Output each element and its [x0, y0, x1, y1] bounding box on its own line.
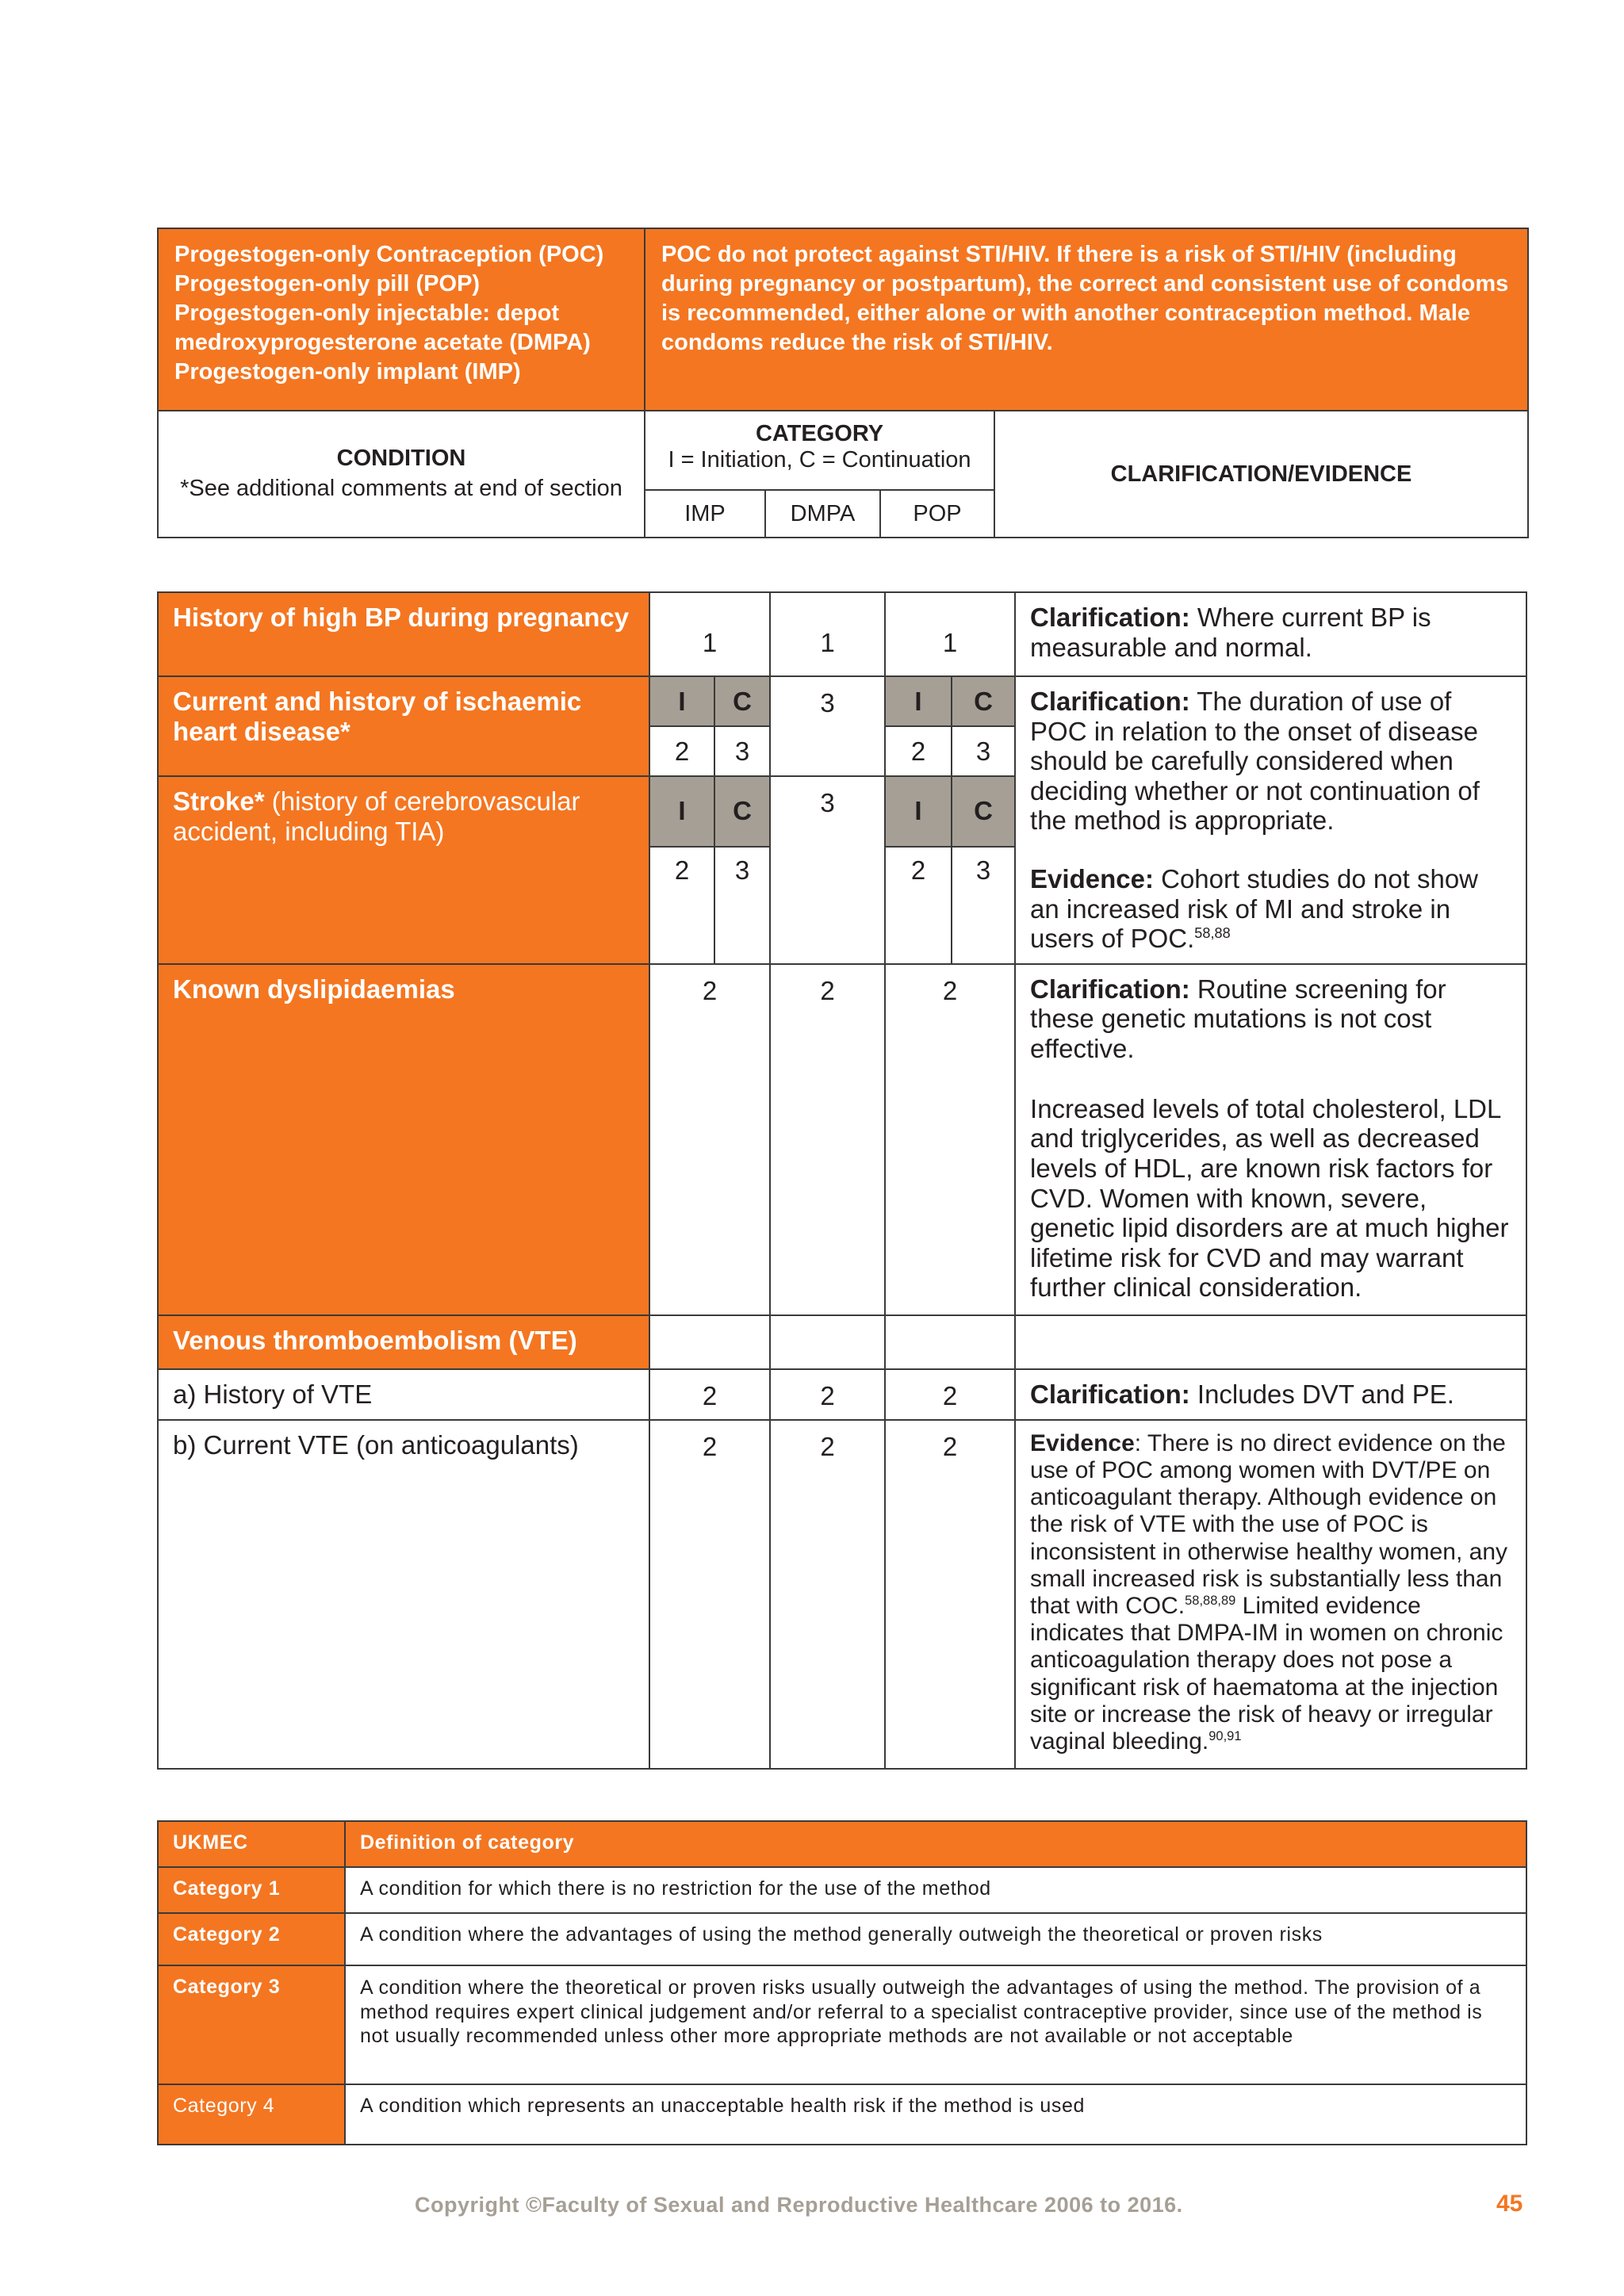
imp-c-label: C	[714, 776, 770, 847]
pop-i-label: I	[885, 676, 952, 726]
clar-text: Where current BP is measurable and normal.	[1030, 603, 1431, 662]
col-dmpa: DMPA	[765, 490, 880, 538]
pop-i-value: 2	[885, 726, 952, 776]
method-header-table	[157, 228, 1529, 538]
imp-value: 1	[649, 592, 770, 676]
method-pop: Progestogen-only pill (POP)	[174, 271, 481, 297]
empty-cell	[770, 1315, 885, 1369]
table-row	[158, 964, 1526, 1315]
empty-cell	[885, 1315, 1015, 1369]
legend-category: Category 3	[158, 1965, 345, 2084]
clar-text: Includes DVT and PE.	[1189, 1379, 1454, 1409]
legend-row	[158, 1867, 1526, 1913]
pop-value: 2	[885, 1420, 1015, 1769]
clar-text: Routine screening for these genetic mutations is not cost effective.	[1030, 974, 1446, 1064]
clarification-paragraph	[1030, 687, 1511, 836]
evidence-label: Evidence:	[1030, 864, 1154, 894]
clarification-high-bp	[1015, 592, 1526, 676]
clar-label: Clarification:	[1030, 687, 1190, 716]
dmpa-value: 3	[770, 776, 885, 964]
ukmec-legend-table	[157, 1820, 1527, 2145]
condition-high-bp: History of high BP during pregnancy	[158, 592, 649, 676]
condition-stroke	[158, 776, 649, 964]
table-row	[158, 676, 1526, 726]
table-row	[158, 1369, 1526, 1420]
method-imp: Progestogen-only implant (IMP)	[174, 359, 521, 385]
clarification-vte-history	[1015, 1369, 1526, 1420]
condition-vte: Venous thromboembolism (VTE)	[158, 1315, 649, 1369]
pop-c-value: 3	[952, 726, 1015, 776]
clarification-ihd-stroke	[1015, 676, 1526, 964]
legend-definition: A condition for which there is no restriction for the use of the method	[345, 1867, 1526, 1913]
legend-category: Category 4	[158, 2084, 345, 2145]
risk-paragraph: Increased levels of total cholesterol, LDL and triglycerides, as well as decreased levels of HDL, are known risk factors for CVD. Women with known, severe, genetic lipid disorders are at much higher lifetime risk for CVD and may warrant further clinical consideration.	[1030, 1093, 1509, 1303]
imp-i-label: I	[649, 776, 714, 847]
sti-warning: POC do not protect against STI/HIV. If there is a risk of STI/HIV (including during pregnancy or postpartum), the correct and consistent use of condoms is recommended, either alone or with another contraception method. Male condoms reduce the risk of STI/HIV.	[645, 228, 1528, 411]
clar-label: Clarification:	[1030, 974, 1190, 1004]
pop-c-label: C	[952, 776, 1015, 847]
legend-row	[158, 2084, 1526, 2145]
imp-i-value: 2	[649, 726, 714, 776]
imp-c-value: 3	[714, 726, 770, 776]
pop-c-label: C	[952, 676, 1015, 726]
imp-value: 2	[649, 964, 770, 1315]
evidence-text: Limited evidence indicates that DMPA-IM in women on chronic anticoagulation therapy does not pose a significant risk of haematoma at the injection site or increase the risk of heavy or irregular vaginal bleeding.	[1030, 1593, 1503, 1755]
clar-label: Clarification:	[1030, 1379, 1190, 1409]
clar-label: Clarification:	[1030, 603, 1190, 632]
category-header	[645, 411, 994, 490]
legend-row	[158, 1965, 1526, 2084]
category-note: I = Initiation, C = Continuation	[668, 447, 971, 473]
col-pop: POP	[880, 490, 994, 538]
condition-dyslipidaemias: Known dyslipidaemias	[158, 964, 649, 1315]
imp-value: 2	[649, 1420, 770, 1769]
condition-stroke-bold: Stroke*	[173, 786, 265, 816]
condition-note: *See additional comments at end of section	[180, 476, 622, 501]
method-dmpa: Progestogen-only injectable: depot medroxyprogesterone acetate (DMPA)	[174, 300, 591, 356]
pop-value: 2	[885, 964, 1015, 1315]
methods-cell	[158, 228, 645, 411]
condition-stroke-detail: (history of cerebrovascular accident, including TIA)	[173, 786, 580, 846]
pop-value: 2	[885, 1369, 1015, 1420]
col-imp: IMP	[645, 490, 765, 538]
dmpa-value: 2	[770, 1369, 885, 1420]
condition-header	[158, 411, 645, 538]
condition-vte-current: b) Current VTE (on anticoagulants)	[158, 1420, 649, 1769]
clarification-header: CLARIFICATION/EVIDENCE	[994, 411, 1528, 538]
pop-i-label: I	[885, 776, 952, 847]
imp-i-label: I	[649, 676, 714, 726]
imp-value: 2	[649, 1369, 770, 1420]
table-row	[158, 1315, 1526, 1369]
condition-title: CONDITION	[336, 446, 466, 472]
method-poc: Progestogen-only Contraception (POC)	[174, 242, 604, 267]
legend-col-definition: Definition of category	[345, 1821, 1526, 1867]
pop-c-value: 3	[952, 847, 1015, 964]
pop-value: 1	[885, 592, 1015, 676]
evidence-text: Cohort studies do not show an increased risk of MI and stroke in users of POC.	[1030, 864, 1479, 954]
page-number: 45	[1496, 2191, 1523, 2217]
evidence-label: Evidence	[1030, 1429, 1135, 1456]
evidence-refs: 58,88,89	[1185, 1594, 1236, 1608]
imp-c-value: 3	[714, 847, 770, 964]
evidence-paragraph	[1030, 864, 1511, 954]
legend-header-row	[158, 1821, 1526, 1867]
conditions-table	[157, 591, 1527, 1770]
clar-text: The duration of use of POC in relation to the onset of disease should be carefully considered when deciding whether or not continuation of the method is appropriate.	[1030, 687, 1480, 836]
condition-vte-history: a) History of VTE	[158, 1369, 649, 1420]
dmpa-value: 1	[770, 592, 885, 676]
table-row	[158, 1420, 1526, 1769]
evidence-vte-current	[1015, 1420, 1526, 1769]
legend-definition: A condition where the theoretical or proven risks usually outweigh the advantages of using the method. The provision of a method requires expert clinical judgement and/or referral to a specialist contraceptive provider, since use of the method is not usually recommended unless other more appropriate methods are not available or not acceptable	[345, 1965, 1526, 2084]
legend-definition: A condition which represents an unacceptable health risk if the method is used	[345, 2084, 1526, 2145]
legend-category: Category 1	[158, 1867, 345, 1913]
imp-i-value: 2	[649, 847, 714, 964]
condition-ihd: Current and history of ischaemic heart disease*	[158, 676, 649, 776]
legend-category: Category 2	[158, 1913, 345, 1965]
legend-definition: A condition where the advantages of using the method generally outweigh the theoretical or proven risks	[345, 1913, 1526, 1965]
imp-c-label: C	[714, 676, 770, 726]
category-title: CATEGORY	[755, 421, 884, 446]
clarification-dyslipidaemias	[1015, 964, 1526, 1315]
dmpa-value: 2	[770, 964, 885, 1315]
empty-cell	[1015, 1315, 1526, 1369]
dmpa-value: 2	[770, 1420, 885, 1769]
empty-cell	[649, 1315, 770, 1369]
legend-row	[158, 1913, 1526, 1965]
copyright-footer: Copyright ©Faculty of Sexual and Reproductive Healthcare 2006 to 2016.	[415, 2193, 1183, 2217]
clarification-paragraph	[1030, 974, 1511, 1064]
evidence-refs: 90,91	[1208, 1728, 1242, 1743]
table-row	[158, 592, 1526, 676]
legend-col-ukmec: UKMEC	[158, 1821, 345, 1867]
evidence-text: : There is no direct evidence on the use of POC among women with DVT/PE on anticoagulant therapy. Although evidence on the risk of VTE with the use of POC is inconsistent in otherwise healthy women, any small increased risk is substantially less than that with COC.	[1030, 1429, 1508, 1619]
dmpa-value: 3	[770, 676, 885, 776]
evidence-refs: 58,88	[1194, 925, 1231, 942]
pop-i-value: 2	[885, 847, 952, 964]
